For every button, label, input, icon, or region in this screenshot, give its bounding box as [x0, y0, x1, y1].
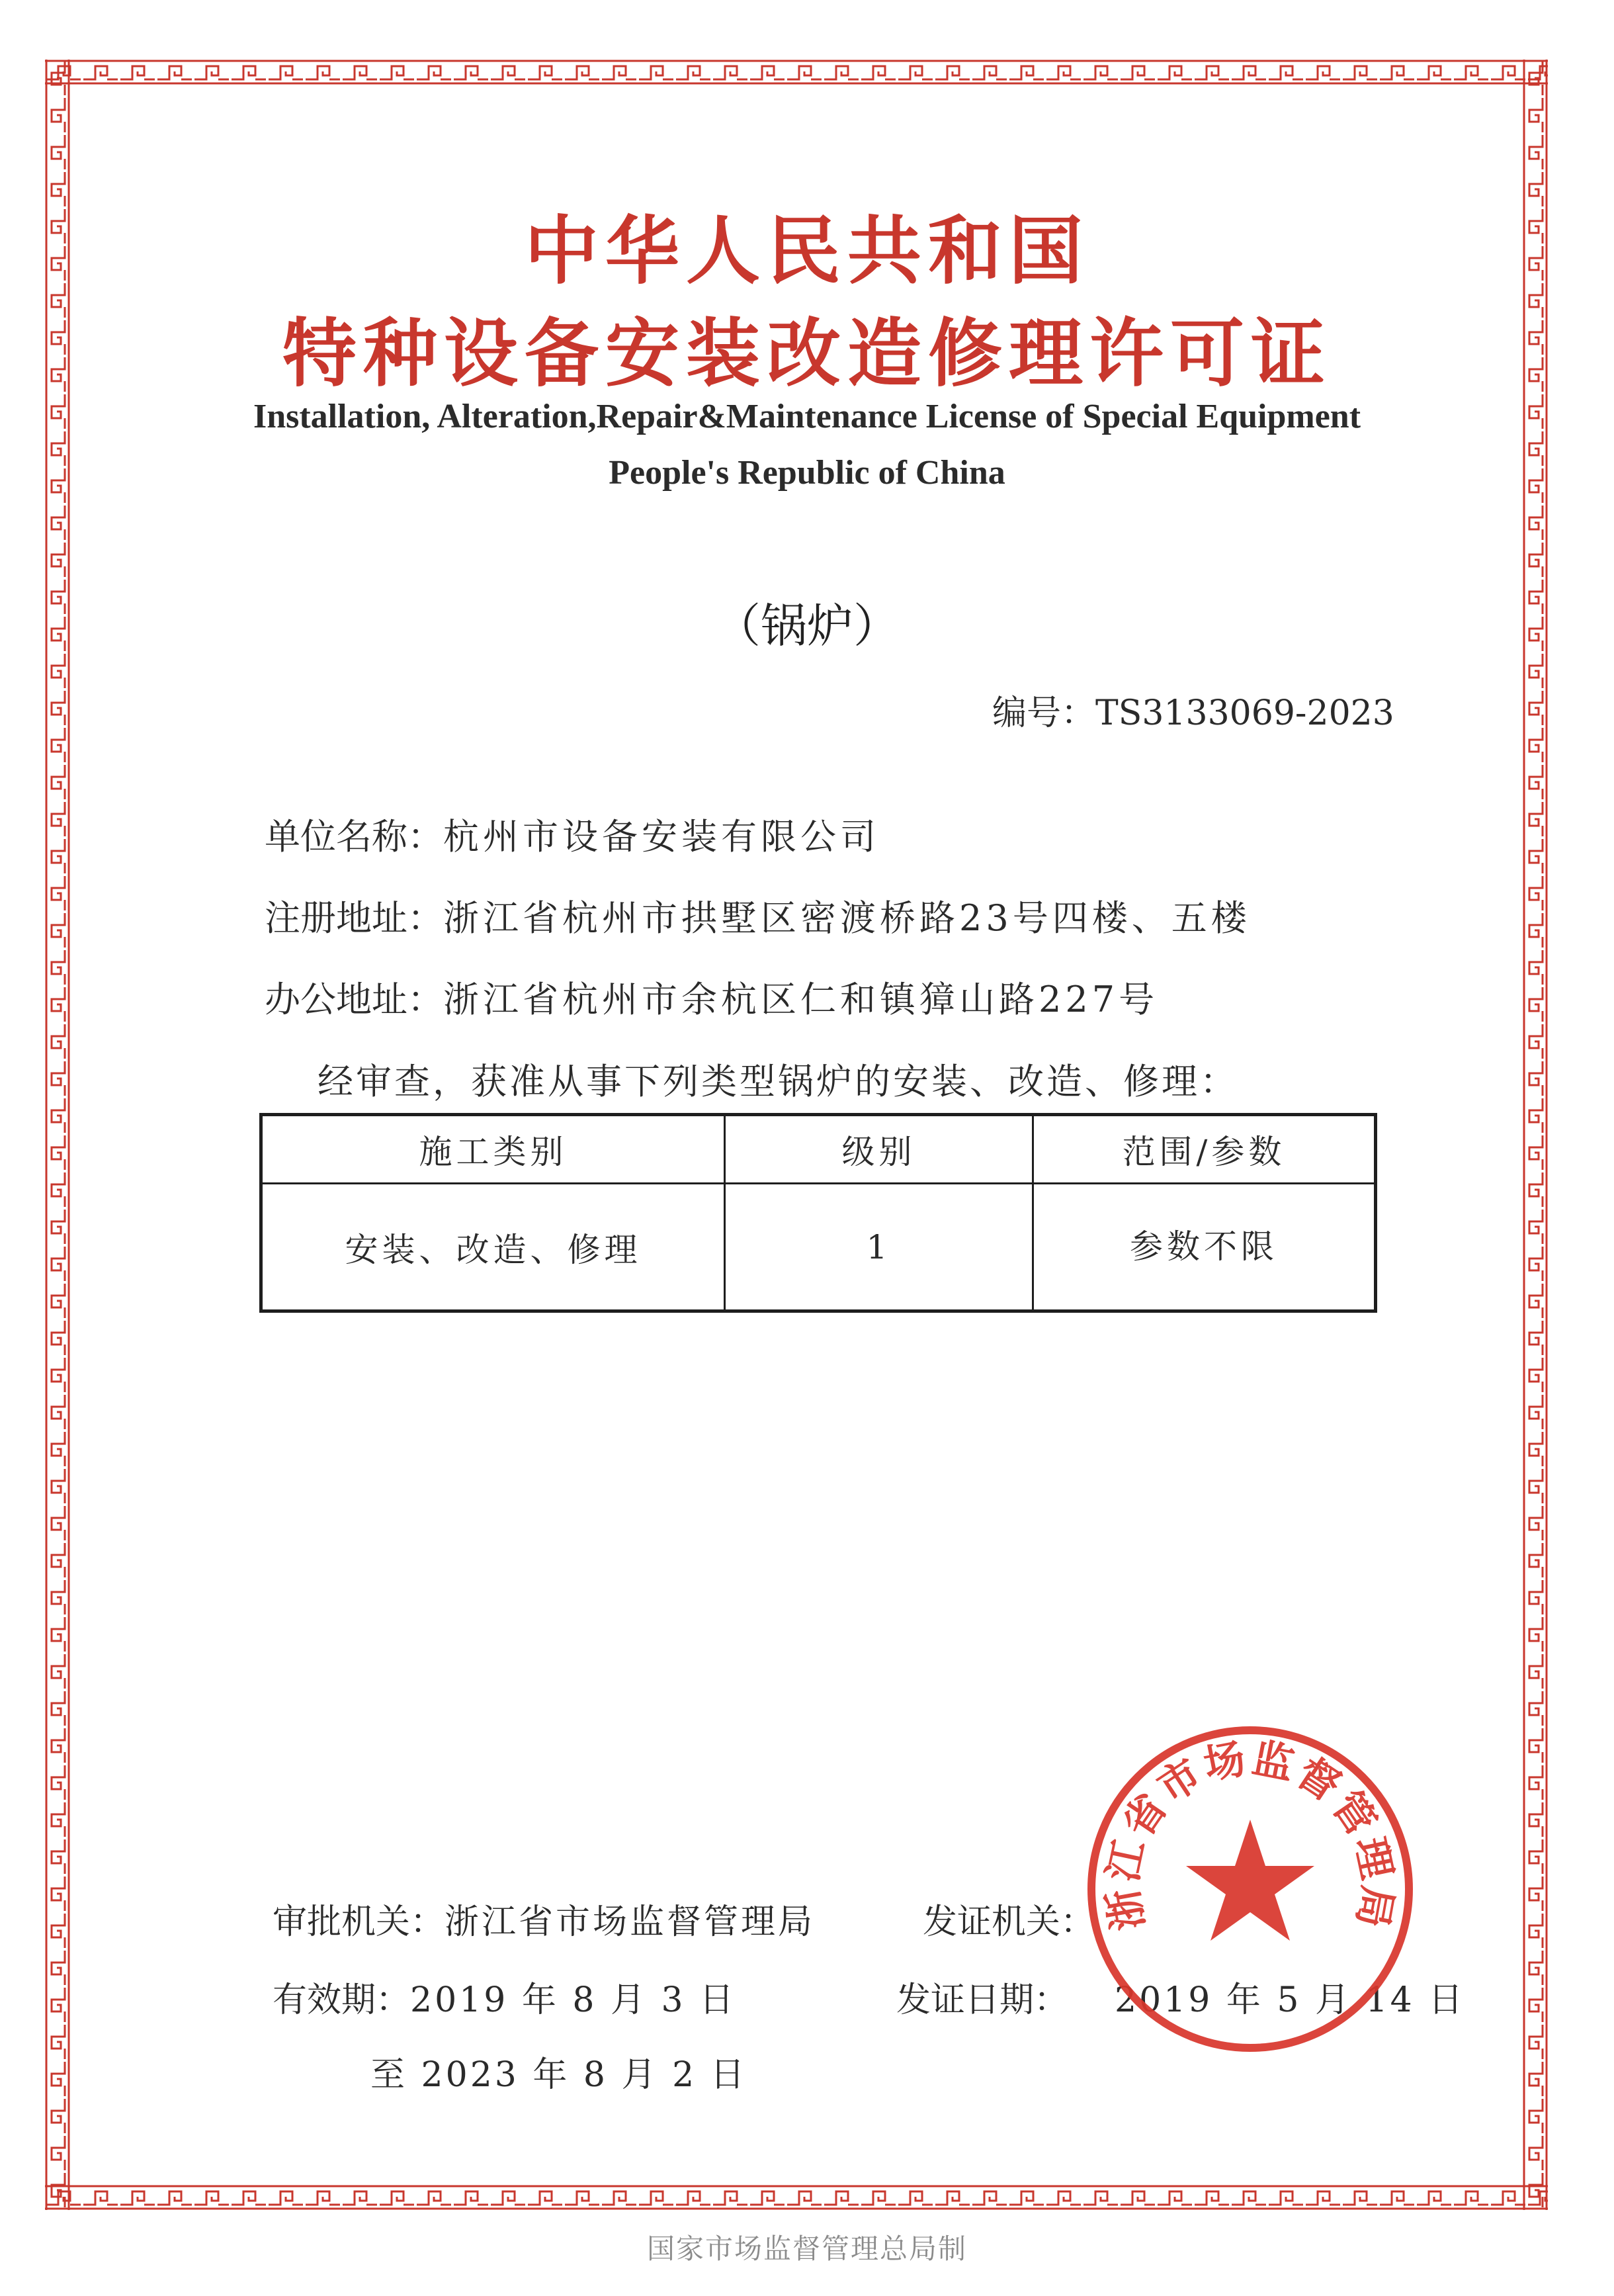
title-cn-line2: 特种设备安装改造修理许可证 — [282, 311, 1332, 397]
issue-date-value: 2019 年 5 月 14 日 — [1115, 1980, 1466, 2020]
office-address-label: 办公地址： — [265, 979, 443, 1020]
table-header-cell: 施工类别 — [419, 1133, 568, 1171]
decorative-border-top — [45, 60, 1548, 85]
registered-address-label: 注册地址： — [265, 897, 443, 939]
table-header-cell: 级别 — [841, 1133, 916, 1171]
approval-sentence: 经审查，获准从事下列类型锅炉的安装、改造、修理： — [318, 1061, 1238, 1102]
issue-date-label: 发证日期： — [896, 1980, 1069, 2020]
table-cell: 参数不限 — [1130, 1227, 1278, 1266]
svg-text:浙江省市场监督管理局: 浙江省市场监督管理局 — [1097, 1733, 1403, 1934]
equipment-category: （锅炉） — [714, 599, 900, 653]
scope-table — [259, 1113, 1377, 1313]
official-seal-stamp — [1082, 1720, 1419, 2058]
unit-name-field — [265, 809, 880, 860]
issuer-footnote: 国家市场监督管理总局制 — [646, 2232, 967, 2265]
validity-to — [370, 2047, 747, 2096]
office-address-value: 浙江省杭州市余杭区仁和镇獐山路227号 — [443, 979, 1159, 1020]
unit-name-label: 单位名称： — [265, 816, 443, 858]
title-cn-line1: 中华人民共和国 — [525, 208, 1089, 294]
table-cell: 1 — [866, 1227, 892, 1266]
validity-label: 有效期： — [273, 1980, 411, 2020]
validity-from-value: 2019 年 8 月 3 日 — [410, 1980, 737, 2020]
license-number-label: 编号： — [992, 693, 1096, 733]
table-header-cell: 范围/参数 — [1122, 1133, 1286, 1171]
registered-address-value: 浙江省杭州市拱墅区密渡桥路23号四楼、五楼 — [443, 897, 1251, 939]
decorative-border-bottom — [45, 2185, 1548, 2210]
issuing-authority — [923, 1894, 1095, 1943]
title-en-line1: Installation, Alteration,Repair&Maintenance License of Special Equipment — [253, 398, 1361, 435]
license-number-value: TS3133069-2023 — [1095, 693, 1394, 733]
approval-authority-label: 审批机关： — [273, 1902, 445, 1942]
approval-authority-value: 浙江省市场监督管理局 — [445, 1902, 816, 1942]
approval-authority — [273, 1894, 815, 1943]
registered-address-field — [265, 890, 1251, 941]
table-cell: 安装、改造、修理 — [345, 1230, 642, 1269]
office-address-field — [265, 971, 1158, 1022]
title-en-line2: People's Republic of China — [609, 454, 1005, 492]
validity-to-value: 至 2023 年 8 月 2 日 — [370, 2055, 747, 2095]
validity-from — [273, 1972, 736, 2021]
unit-name-value: 杭州市设备安装有限公司 — [443, 816, 880, 858]
issuing-authority-label: 发证机关： — [923, 1902, 1095, 1942]
license-number — [992, 685, 1394, 734]
